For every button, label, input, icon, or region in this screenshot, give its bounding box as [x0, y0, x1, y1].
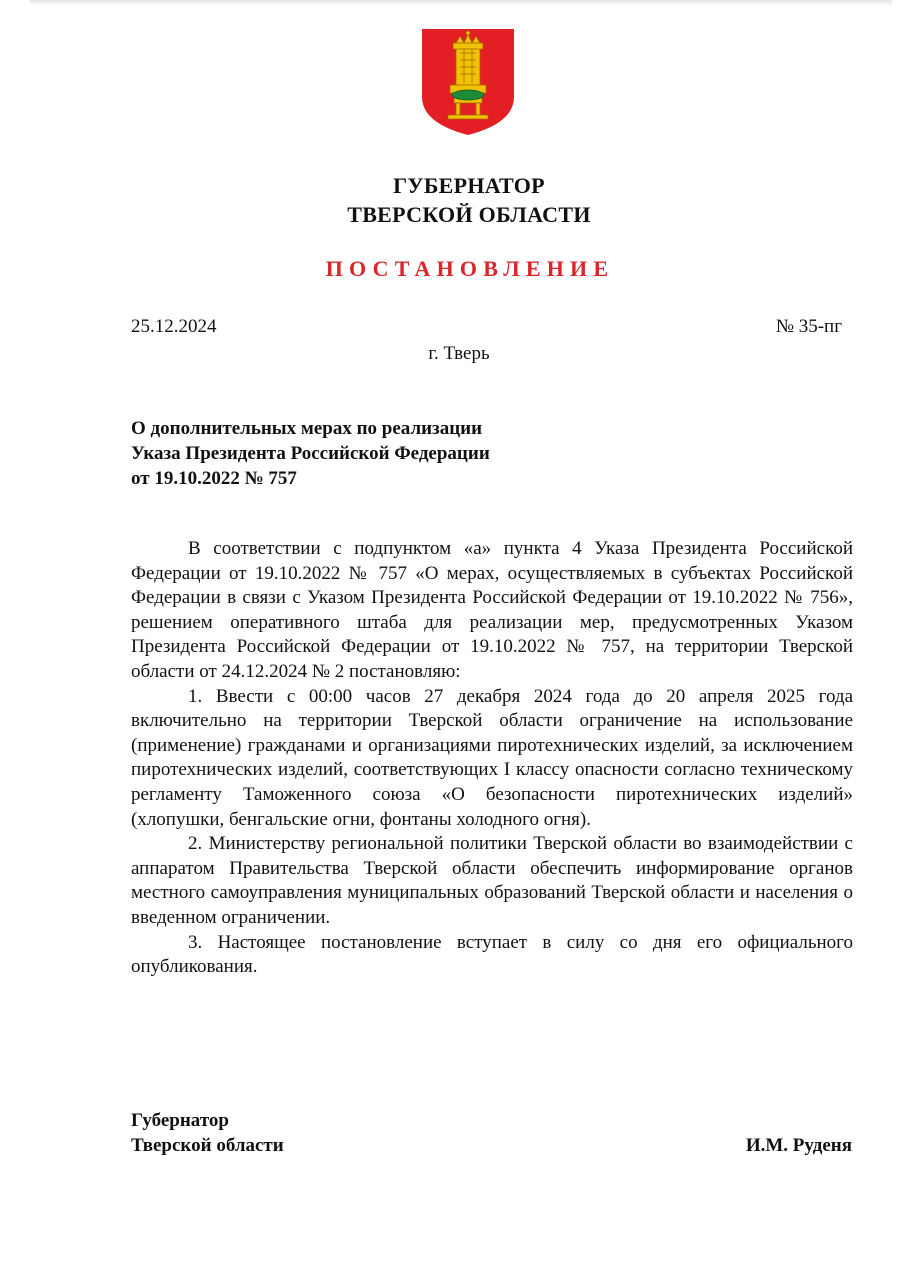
subject-line: от 19.10.2022 № 757 — [131, 468, 297, 489]
document-type-title: ПОСТАНОВЛЕНИЕ — [325, 256, 615, 281]
document-body — [131, 537, 853, 980]
coat-of-arms-emblem — [420, 27, 516, 137]
subject-line: О дополнительных мерах по реализации — [131, 418, 483, 439]
subject-line: Указа Президента Российской Федерации — [131, 443, 490, 464]
signatory-title — [131, 1108, 284, 1158]
preamble-paragraph: В соответствии с подпунктом «а» пункта 4 Указа Президента Российской Федерации от 19.10.2022 № 757 «О мерах, осуществляемых в субъектах Российской Федерации в связи с Указом Президента Российской Федерации от 19.10.2022 № 756», решением оперативного штаба для реализации мер, предусмотренных Указом Президента Российской Федерации от 19.10.2022 № 757, на территории Тверской области от 24.12.2024 № 2 постановляю: — [131, 538, 853, 682]
document-number: № 35-пг — [775, 316, 842, 337]
signatory-position: Губернатор — [131, 1110, 229, 1131]
document-date: 25.12.2024 — [131, 316, 217, 337]
signatory-region: Тверской области — [131, 1135, 284, 1156]
signatory-name: И.М. Руденя — [745, 1135, 852, 1156]
issuing-authority — [0, 171, 918, 229]
authority-region: ТВЕРСКОЙ ОБЛАСТИ — [347, 202, 591, 227]
authority-title: ГУБЕРНАТОР — [393, 173, 545, 198]
clause-3: 3. Настоящее постановление вступает в силу со дня его официального опубликования. — [131, 931, 853, 978]
clause-2: 2. Министерству региональной политики Тверской области во взаимодействии с аппаратом Правительства Тверской области обеспечить информирование органов местного самоуправления муниципальных образований Тверской области и населения о введенном ограничении. — [131, 833, 853, 928]
document-subject — [131, 416, 490, 491]
clause-1: 1. Ввести с 00:00 часов 27 декабря 2024 года до 20 апреля 2025 года включительно на территории Тверской области ограничение на использование (применение) гражданами и организациями пиротехнических изделий, за исключением пиротехнических изделий, соответствующих I классу опасности согласно техническому регламенту Таможенного союза «О безопасности пиротехнических изделий» (хлопушки, бенгальские огни, фонтаны холодного огня). — [131, 685, 853, 830]
page-top-edge — [30, 0, 892, 6]
tver-coat-of-arms-icon — [420, 27, 516, 137]
issue-city: г. Тверь — [428, 343, 490, 364]
